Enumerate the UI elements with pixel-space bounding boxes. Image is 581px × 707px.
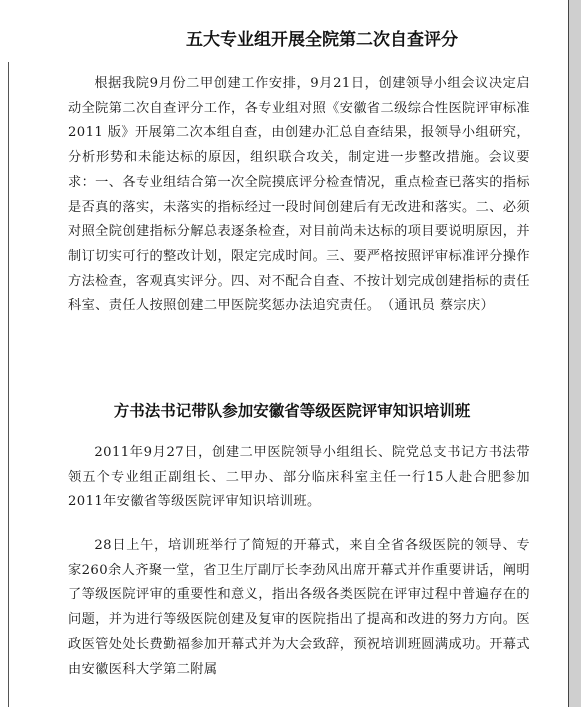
article-1-paragraph-1: 根据我院9月份二甲创建工作安排，9月21日，创建领导小组会议决定启动全院第二次自查评分工作，各专业组对照《安徽省二级综合性医院评审标准 2011 版》开展第二次本组自查，由创建办汇总自查结果，报领导小组研究，分析形势和未能达标的原因，组织联合攻关，制定进一步整改措施。会议要求：一、各专业组结合第一次全院摸底评分检查情况，重点检查已落实的指标是否真的落实，未落实的指标经过一段时间创建后有无改进和落实。二、必须对照全院创建指标分解总表逐条检查，对目前尚未达标的项目要说明原因，并制订切实可行的整改计划，限定完成时间。三、要严格按照评审标准评分操作方法检查，客观真实评分。四、对不配合自查、不按计划完成创建指标的责任科室、责任人按照创建二甲医院奖惩办法追究责任。 （通讯员 蔡宗庆） [68,76,530,314]
document-page [28,0,556,707]
article-2-paragraph-1: 2011年9月27日，创建二甲医院领导小组组长、院党总支书记方书法带领五个专业组正副组长、二甲办、部分临床科室主任一行15人赴合肥参加2011年安徽省等级医院评审知识培训班。 [68,445,530,510]
article-1-title: 五大专业组开展全院第二次自查评分 [186,30,458,50]
article-2-title: 方书法书记带队参加安徽省等级医院评审知识培训班 [113,402,471,420]
page-edge-right [568,0,581,707]
page-edge-left [0,62,9,707]
article-2-paragraph-2: 28日上午，培训班举行了简短的开幕式，来自全省各级医院的领导、专家260余人齐聚一堂，省卫生厅副厅长李劲风出席开幕式并作重要讲话，阐明了等级医院评审的重要性和意义，指出各级各类医院在评审过程中普遍存在的问题，并为进行等级医院创建及复审的医院指出了提高和改进的努力方向。医政医管处处长费勤福参加开幕式并为大会致辞，预祝培训班圆满成功。开幕式由安徽医科大学第二附属 [68,538,530,677]
